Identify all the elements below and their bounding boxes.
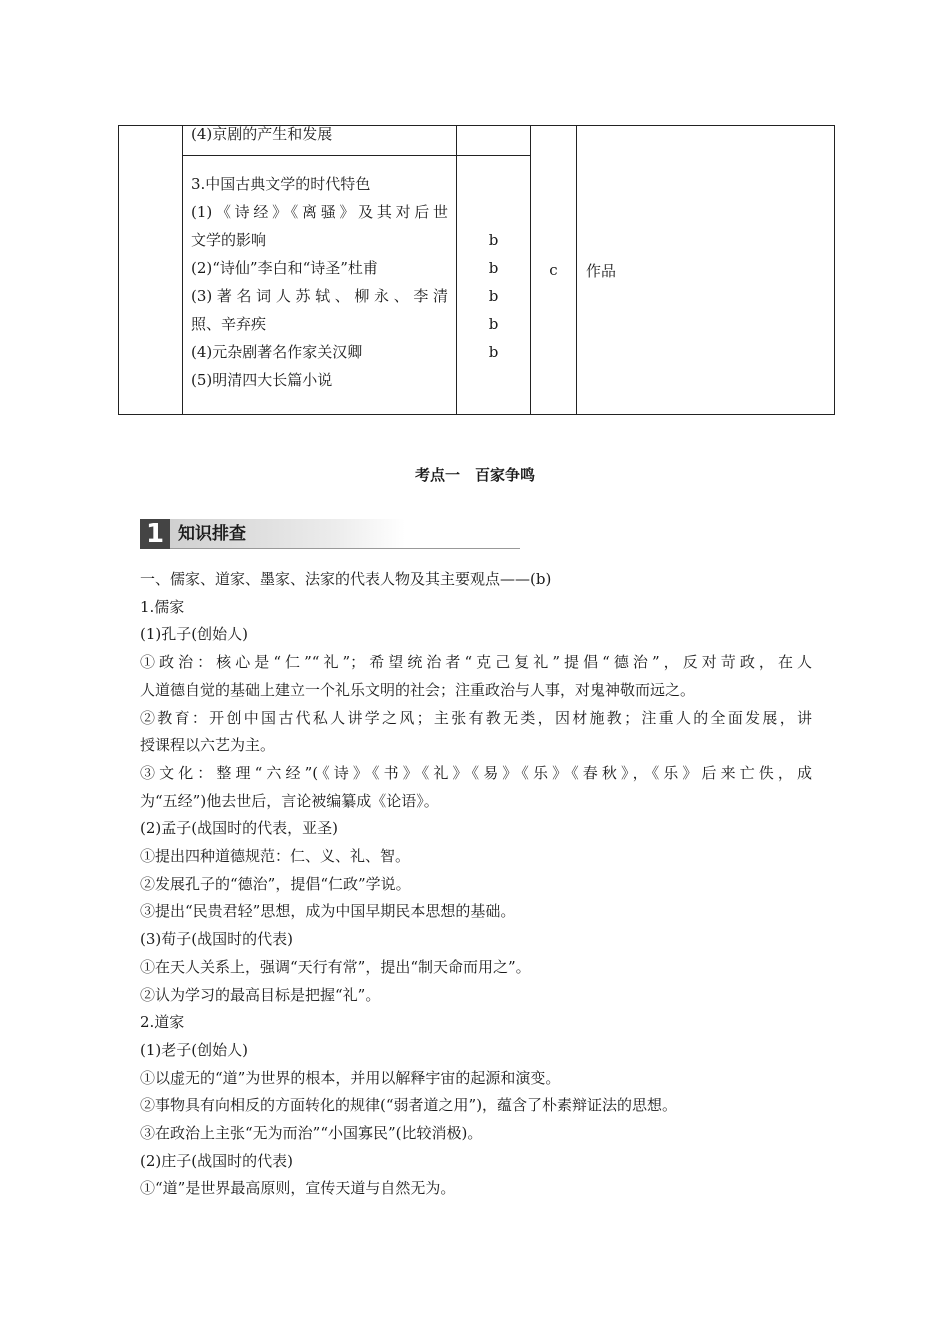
table-cell-items: [183, 156, 457, 415]
banner-label: 知识排查: [170, 519, 405, 549]
paragraph-line: (2)孟子(战国时的代表，亚圣): [140, 819, 338, 838]
grade-text: b: [488, 231, 499, 249]
curriculum-table: [118, 125, 835, 415]
paragraph-line: (2)庄子(战国时的代表): [140, 1151, 293, 1170]
paragraph-line: (3)荀子(战国时的代表): [140, 930, 293, 949]
paragraph-line: ①提出四种道德规范：仁、义、礼、智。: [140, 847, 411, 866]
grade-text: b: [488, 315, 499, 333]
paragraph-line: ②教育：开创中国古代私人讲学之风；主张有教无类，因材施教；注重人的全面发展，讲: [140, 708, 812, 727]
paragraph-line: ①政治：核心是“仁”“礼”；希望统治者“克己复礼”提倡“德治”，反对苛政，在人: [140, 653, 812, 672]
paragraph-line: 1.儒家: [140, 597, 185, 616]
body-text: [140, 566, 812, 1203]
paragraph-line: ②事物具有向相反的方面转化的规律(“弱者道之用”)，蕴含了朴素辩证法的思想。: [140, 1096, 678, 1115]
banner-underline: [170, 548, 520, 549]
note-text: 作品: [586, 261, 617, 280]
table-item-text: (3)著名词人苏轼、柳永、李清: [191, 287, 448, 305]
paragraph-line: ①在天人关系上，强调“天行有常”，提出“制天命而用之”。: [140, 957, 531, 976]
paragraph-line: ②认为学习的最高目标是把握“礼”。: [140, 985, 381, 1004]
paragraph-line: (1)孔子(创始人): [140, 625, 248, 644]
paragraph-line: ①以虚无的“道”为世界的根本，并用以解释宇宙的起源和演变。: [140, 1068, 561, 1087]
table-cell-note: [577, 126, 835, 415]
level-text: c: [549, 261, 558, 279]
paragraph-line: 2.道家: [140, 1013, 185, 1032]
table-cell-grades: [457, 156, 531, 415]
table-item-text: 照、辛弃疾: [191, 315, 267, 333]
table-item-text: (5)明清四大长篇小说: [191, 371, 333, 389]
paragraph-line: (1)老子(创始人): [140, 1040, 248, 1059]
table-item-text: (4)元杂剧著名作家关汉卿: [191, 343, 363, 361]
table-item-text: (4)京剧的产生和发展: [191, 125, 333, 143]
paragraph-line: ①“道”是世界最高原则，宣传天道与自然无为。: [140, 1179, 456, 1198]
grade-text: b: [488, 343, 499, 361]
paragraph-line: ③提出“民贵君轻”思想，成为中国早期民本思想的基础。: [140, 902, 516, 921]
table-item-text: (1)《诗经》《离骚》及其对后世: [191, 203, 448, 221]
table-cell-item: [183, 126, 457, 156]
section-heading: 考点一 百家争鸣: [414, 466, 535, 484]
table-item-text: (2)“诗仙”李白和“诗圣”杜甫: [191, 259, 378, 277]
grade-text: b: [488, 287, 499, 305]
paragraph-line: 一、儒家、道家、墨家、法家的代表人物及其主要观点——(b): [140, 570, 552, 588]
paragraph-line: 为“五经”)他去世后，言论被编纂成《论语》。: [140, 791, 439, 810]
table-cell-empty: [119, 126, 183, 415]
paragraph-line: 人道德自觉的基础上建立一个礼乐文明的社会；注重政治与人事，对鬼神敬而远之。: [140, 680, 696, 699]
paragraph-line: ③文化：整理“六经”(《诗》《书》《礼》《易》《乐》《春秋》，《乐》后来亡佚，成: [140, 763, 812, 782]
paragraph-line: ②发展孔子的“德治”，提倡“仁政”学说。: [140, 874, 411, 893]
paragraph-line: 授课程以六艺为主。: [140, 736, 276, 755]
paragraph-line: ③在政治上主张“无为而治”“小国寡民”(比较消极)。: [140, 1124, 483, 1143]
table-item-text: 文学的影响: [191, 231, 267, 249]
table-cell-grade: [457, 126, 531, 156]
banner-number: 1: [140, 519, 170, 549]
knowledge-banner: [140, 519, 520, 549]
table-cell-level: [531, 126, 577, 415]
table-item-text: 3.中国古典文学的时代特色: [191, 175, 371, 193]
grade-text: b: [488, 259, 499, 277]
